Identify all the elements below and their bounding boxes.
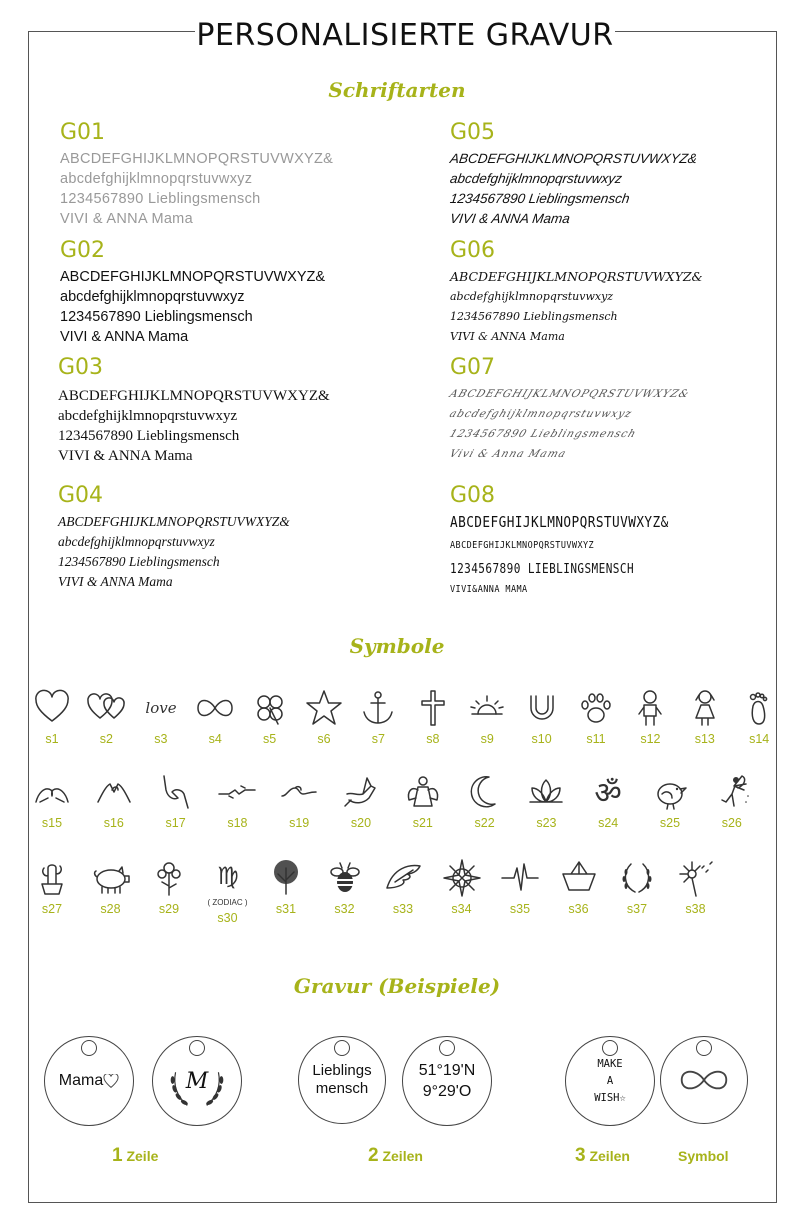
bee-icon	[325, 858, 365, 898]
caption-text: Zeile	[126, 1148, 159, 1164]
caption-2-zeilen	[368, 1145, 423, 1167]
font-sample-line: VIVI & ANNA Mama	[450, 330, 565, 343]
symbol-label: s12	[640, 732, 661, 746]
font-sample-line: VIVI&ANNA MAMA	[450, 584, 528, 595]
symbol-s27	[22, 858, 82, 916]
symbol-s1	[22, 688, 82, 746]
font-block-g04	[58, 483, 290, 592]
heart-icon	[103, 1074, 119, 1088]
symbol-s36	[549, 858, 609, 916]
lotus-icon	[526, 772, 566, 812]
font-code: G04	[58, 483, 104, 508]
symbol-label: s11	[586, 732, 606, 746]
font-code: G02	[60, 238, 106, 263]
angel-icon	[403, 772, 443, 812]
wing-icon	[383, 858, 423, 898]
symbol-label: s19	[289, 816, 310, 830]
symbol-label: s28	[100, 902, 121, 916]
caption-number: 2	[368, 1145, 379, 1166]
cactus-icon	[32, 858, 72, 898]
caption-number: 1	[112, 1145, 123, 1166]
symbol-s4	[185, 688, 245, 746]
font-sample-line: ABCDEFGHIJKLMNOPQRSTUVWXYZ&	[447, 388, 692, 400]
coin-hole	[334, 1040, 350, 1056]
sun-icon	[467, 688, 507, 728]
symbol-label: s8	[426, 732, 440, 746]
two-hearts-icon	[86, 688, 126, 728]
symbol-s29	[139, 858, 199, 916]
symbol-label: s35	[509, 902, 531, 916]
symbol-s24	[578, 772, 638, 830]
font-code: G01	[60, 120, 106, 145]
font-block-g03	[58, 355, 330, 466]
star-icon: ☆	[619, 1091, 626, 1104]
coin-text-line: 51°19'N	[418, 1062, 476, 1079]
symbol-s3	[131, 688, 191, 746]
symbol-label: s14	[749, 732, 770, 746]
pinky-promise-icon	[94, 772, 134, 812]
font-block-g06	[450, 238, 703, 347]
coin-text-line: WISH	[594, 1091, 620, 1104]
symbol-s2	[76, 688, 136, 746]
heart-hands-icon	[32, 772, 72, 812]
font-block-g05	[450, 120, 697, 229]
svg-text:ॐ: ॐ	[594, 776, 622, 811]
holding-hands-icon	[156, 772, 196, 812]
font-sample-line: abcdefghijklmnopqrstuvwxyz	[60, 171, 253, 187]
paper-boat-icon	[559, 858, 599, 898]
symbol-label: s3	[154, 732, 168, 746]
horseshoe-icon	[522, 688, 562, 728]
font-block-g02	[60, 238, 325, 347]
love-script-icon	[141, 688, 181, 728]
caption-1-zeile	[112, 1145, 158, 1167]
coin-example-mama	[44, 1036, 134, 1126]
symbol-s5	[240, 688, 300, 746]
symbol-s14	[729, 688, 789, 746]
symbol-s18	[207, 772, 267, 830]
coin-example-symbol	[660, 1036, 748, 1124]
heart-icon	[32, 688, 72, 728]
infinity-icon	[195, 688, 235, 728]
font-sample-line: abcdefghijklmnopqrstuvwxyz	[450, 290, 614, 303]
font-sample-line: VIVI & ANNA Mama	[60, 329, 189, 345]
caption-text: Symbol	[678, 1148, 729, 1164]
heartbeat-icon	[500, 858, 540, 898]
laurel-icon	[617, 858, 657, 898]
font-sample-line: ABCDEFGHIJKLMNOPQRSTUVWXYZ&	[60, 269, 326, 285]
font-sample-line: abcdefghijklmnopqrstuvwxyz	[60, 289, 245, 305]
symbol-s12	[620, 688, 680, 746]
cross-icon	[413, 688, 453, 728]
symbol-label: s27	[41, 902, 63, 916]
wave-icon	[279, 772, 319, 812]
symbol-s17	[146, 772, 206, 830]
coin-text: Mama	[58, 1072, 104, 1089]
font-sample-line: VIVI & ANNA Mama	[60, 211, 193, 227]
font-sample-line: VIVI & ANNA Mama	[58, 574, 173, 589]
symbol-label: s2	[99, 732, 113, 746]
symbol-label: s10	[531, 732, 552, 746]
paw-icon	[576, 688, 616, 728]
footprint-icon	[739, 688, 779, 728]
symbol-note: ( ZODIAC )	[207, 898, 248, 907]
font-code: G06	[450, 238, 496, 263]
symbol-s30	[198, 858, 258, 925]
symbol-s34	[432, 858, 492, 916]
symbol-s20	[331, 772, 391, 830]
font-sample-line: abcdefghijklmnopqrstuvwxyz	[58, 534, 215, 549]
symbol-label: s37	[626, 902, 648, 916]
symbol-s15	[22, 772, 82, 830]
tree-icon	[266, 858, 306, 898]
font-block-g01	[60, 120, 333, 229]
coin-text-line: Lieblings	[312, 1062, 372, 1079]
symbol-label: s26	[721, 816, 742, 830]
font-sample-line: 1234567890 Lieblingsmensch	[60, 191, 261, 207]
font-sample-line: 1234567890 Lieblingsmensch	[58, 554, 220, 569]
caption-symbol	[678, 1148, 729, 1164]
moon-icon	[465, 772, 505, 812]
symbol-label: s29	[158, 902, 180, 916]
font-sample-line: 1234567890 Lieblingsmensch	[60, 309, 253, 325]
font-sample-line: ABCDEFGHIJKLMNOPQRSTUVWXYZ&	[449, 151, 698, 166]
symbol-label: s31	[275, 902, 297, 916]
font-sample-line: VIVI & ANNA Mama	[449, 211, 571, 226]
boy-icon	[630, 688, 670, 728]
caption-3-zeilen	[575, 1145, 630, 1167]
svg-text:love: love	[145, 699, 177, 717]
symbol-label: s38	[685, 902, 706, 916]
symbol-s6	[294, 688, 354, 746]
symbol-s32	[315, 858, 375, 916]
symbol-label: s13	[694, 732, 715, 746]
symbol-s28	[81, 858, 141, 916]
symbol-label: s22	[474, 816, 495, 830]
symbol-s38	[666, 858, 726, 916]
symbol-label: s30	[217, 911, 238, 925]
symbol-s16	[84, 772, 144, 830]
font-code: G03	[58, 355, 104, 380]
symbol-label: s25	[659, 816, 681, 830]
symbol-s21	[393, 772, 453, 830]
pig-icon	[91, 858, 131, 898]
font-sample-line: Vivi & Anna Mama	[447, 448, 569, 460]
font-block-g07	[447, 355, 692, 464]
section-heading-symbols: Symbole	[349, 634, 445, 658]
zodiac-icon	[208, 858, 248, 898]
dandelion-icon	[676, 858, 716, 898]
symbol-s31	[256, 858, 316, 916]
coin-monogram: M	[185, 1068, 209, 1094]
symbol-label: s16	[103, 816, 124, 830]
section-heading-fonts: Schriftarten	[328, 78, 466, 102]
font-code: G08	[450, 483, 496, 508]
symbol-label: s5	[262, 732, 277, 746]
font-sample-line: abcdefghijklmnopqrstuvwxyz	[447, 408, 634, 420]
dove-icon	[341, 772, 381, 812]
font-sample-line: ABCDEFGHIJKLMNOPQRSTUVWXYZ&	[58, 388, 330, 404]
symbol-label: s1	[45, 732, 59, 746]
coin-example-lieblingsmensch	[298, 1036, 386, 1124]
coin-example-monogram	[152, 1036, 242, 1126]
symbol-label: s23	[536, 816, 557, 830]
caption-text: Zeilen	[589, 1148, 630, 1164]
symbol-label: s33	[392, 902, 414, 916]
coin-hole	[81, 1040, 97, 1056]
font-code: G05	[450, 120, 496, 145]
coin-text-line: mensch	[315, 1080, 369, 1097]
symbol-label: s18	[227, 816, 248, 830]
coin-text-line: A	[606, 1074, 614, 1087]
symbol-s8	[403, 688, 463, 746]
symbol-label: s6	[317, 732, 331, 746]
symbol-s25	[640, 772, 700, 830]
bird-icon	[650, 772, 690, 812]
compass-icon	[442, 858, 482, 898]
symbol-label: s15	[41, 816, 63, 830]
symbol-s13	[675, 688, 735, 746]
symbol-label: s9	[480, 732, 494, 746]
reaching-hands-icon	[217, 772, 257, 812]
font-sample-line: ABCDEFGHIJKLMNOPQRSTUVWXYZ&	[58, 514, 290, 529]
symbol-s7	[348, 688, 408, 746]
svg-text:♍: ♍	[216, 862, 239, 890]
font-sample-line: abcdefghijklmnopqrstuvwxyz	[58, 408, 238, 424]
clover-icon	[250, 688, 290, 728]
symbol-label: s17	[165, 816, 186, 830]
girl-icon	[685, 688, 725, 728]
caption-text: Zeilen	[382, 1148, 423, 1164]
page-title: PERSONALISIERTE GRAVUR	[195, 16, 615, 56]
star-icon	[304, 688, 344, 728]
symbol-s26	[702, 772, 762, 830]
font-sample-line: abcdefghijklmnopqrstuvwxyz	[449, 171, 623, 186]
coin-example-make-a-wish	[565, 1036, 655, 1126]
caption-number: 3	[575, 1145, 586, 1166]
coin-hole	[602, 1040, 618, 1056]
font-sample-line: ABCDEFGHIJKLMNOPQRSTUVWXYZ&	[60, 151, 334, 167]
font-sample-line: ABCDEFGHIJKLMNOPQRSTUVWXYZ&	[450, 269, 703, 284]
font-sample-line: ABCDEFGHIJKLMNOPQRSTUVWXYZ	[450, 540, 595, 551]
coin-text-line: 9°29'O	[422, 1083, 472, 1100]
coin-text-line: MAKE	[597, 1057, 623, 1070]
symbol-label: s20	[350, 816, 372, 830]
symbol-s19	[269, 772, 329, 830]
coin-example-coordinates	[402, 1036, 492, 1126]
symbol-label: s36	[568, 902, 589, 916]
symbol-s33	[373, 858, 433, 916]
symbol-s11	[566, 688, 626, 746]
fairy-icon	[712, 772, 752, 812]
font-sample-line: ABCDEFGHIJKLMNOPQRSTUVWXYZ&	[450, 513, 669, 531]
symbol-label: s32	[334, 902, 355, 916]
symbol-label: s7	[371, 732, 385, 746]
coin-hole	[439, 1040, 455, 1056]
font-sample-line: 1234567890 Lieblingsmensch	[58, 428, 240, 444]
font-block-g08	[450, 483, 707, 600]
symbol-s35	[490, 858, 550, 916]
font-code: G07	[450, 355, 496, 380]
section-heading-examples: Gravur (Beispiele)	[293, 974, 501, 998]
font-sample-line: 1234567890 Lieblingsmensch	[450, 310, 618, 323]
symbol-s22	[455, 772, 515, 830]
font-sample-line: 1234567890 LIEBLINGSMENSCH	[450, 562, 635, 577]
infinity-icon	[676, 1067, 732, 1093]
symbol-label: s34	[451, 902, 472, 916]
font-sample-line: VIVI & ANNA Mama	[58, 448, 193, 464]
symbol-label: s4	[208, 732, 222, 746]
symbol-label: s21	[412, 816, 433, 830]
font-sample-line: 1234567890 Lieblingsmensch	[447, 428, 639, 440]
symbol-s10	[512, 688, 572, 746]
symbol-s37	[607, 858, 667, 916]
symbol-label: s24	[598, 816, 619, 830]
flower-icon	[149, 858, 189, 898]
anchor-icon	[358, 688, 398, 728]
coin-hole	[696, 1040, 712, 1056]
symbol-s9	[457, 688, 517, 746]
om-icon	[588, 772, 628, 812]
symbol-s23	[516, 772, 576, 830]
font-sample-line: 1234567890 Lieblingsmensch	[449, 191, 631, 206]
